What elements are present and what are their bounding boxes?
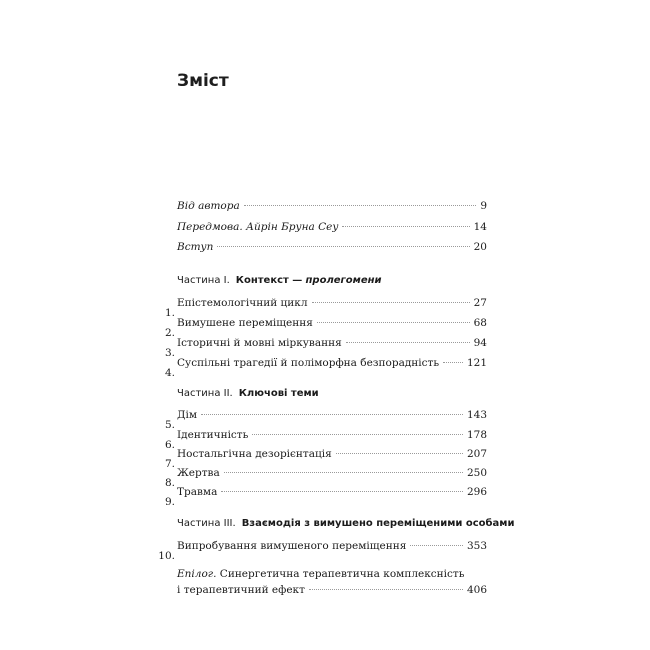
toc-entry-chapter[interactable]: [164, 466, 487, 489]
dot-leader: [312, 302, 470, 303]
dot-leader: [224, 472, 463, 473]
entry-page: 27: [473, 297, 487, 309]
part-subtitle: пролегомени: [305, 275, 382, 286]
entry-title: Епістемологічний цикл: [177, 297, 308, 309]
entry-page: 143: [466, 409, 487, 421]
toc-entry-chapter[interactable]: [164, 447, 487, 470]
part-label: Частина I.: [177, 275, 230, 286]
toc-entry-chapter[interactable]: [164, 356, 487, 379]
part-heading-1: [177, 275, 382, 286]
part-label: Частина III.: [177, 518, 236, 529]
toc-entry-author-note[interactable]: [177, 199, 487, 214]
part-heading-3: [177, 518, 514, 529]
dot-leader: [201, 414, 463, 415]
toc-entry-chapter[interactable]: [164, 485, 487, 508]
chapter-number: 6.: [164, 439, 175, 451]
entry-page: 68: [473, 317, 487, 329]
toc-entry-chapter[interactable]: [164, 408, 487, 431]
entry-title: Ностальгічна дезорієнтація: [177, 448, 332, 460]
part-title: Контекст —: [235, 275, 303, 286]
dot-leader: [309, 589, 463, 590]
chapter-number: 9.: [164, 496, 175, 508]
chapter-number: 2.: [164, 327, 175, 339]
entry-page: 406: [466, 584, 487, 596]
dot-leader: [342, 226, 469, 227]
chapter-number: 3.: [164, 347, 175, 359]
toc-entry-chapter[interactable]: [164, 428, 487, 451]
toc-entry-epilogue[interactable]: [177, 566, 487, 598]
entry-title: Жертва: [177, 467, 220, 479]
dot-leader: [346, 342, 470, 343]
toc-entry-chapter[interactable]: [158, 539, 487, 562]
toc-entry-introduction[interactable]: [177, 240, 487, 255]
toc-entry-chapter[interactable]: [164, 336, 487, 359]
entry-page: 353: [466, 540, 487, 552]
entry-page: 207: [466, 448, 487, 460]
dot-leader: [336, 453, 463, 454]
dot-leader: [317, 322, 470, 323]
epilogue-tag: Епілог.: [177, 568, 217, 580]
chapter-number: 10.: [158, 550, 175, 562]
entry-title: Травма: [177, 486, 218, 498]
part-heading-2: [177, 388, 319, 399]
entry-page: 14: [473, 221, 487, 233]
entry-title: Вступ: [177, 241, 214, 253]
dot-leader: [221, 491, 463, 492]
dot-leader: [244, 205, 477, 206]
chapter-number: 4.: [164, 367, 175, 379]
dot-leader: [410, 545, 463, 546]
entry-title: Передмова. Айрін Бруна Сеу: [177, 221, 339, 233]
entry-page: 296: [466, 486, 487, 498]
epilogue-line-1: [177, 566, 487, 582]
dot-leader: [443, 362, 463, 363]
entry-title: Ідентичність: [177, 429, 249, 441]
entry-title: Історичні й мовні міркування: [177, 337, 342, 349]
entry-title: Суспільні трагедії й поліморфна безпорадність: [177, 357, 440, 369]
part-title: Ключові теми: [238, 388, 319, 399]
part-title: Взаємодія з вимушено переміщеними особами: [241, 518, 515, 529]
page-title: Зміст: [177, 71, 229, 92]
epilogue-title-1: Синергетична терапевтична комплексність: [219, 568, 465, 580]
entry-page: 20: [473, 241, 487, 253]
part-label: Частина II.: [177, 388, 233, 399]
toc-entry-chapter[interactable]: [164, 296, 487, 319]
entry-title: Дім: [177, 409, 198, 421]
epilogue-line-2: [177, 582, 487, 598]
entry-page: 94: [473, 337, 487, 349]
toc-entry-chapter[interactable]: [164, 316, 487, 339]
dot-leader: [217, 246, 469, 247]
chapter-number: 7.: [164, 458, 175, 470]
dot-leader: [252, 434, 463, 435]
entry-title: Вимушене переміщення: [177, 317, 313, 329]
entry-page: 9: [480, 200, 487, 212]
chapter-number: 1.: [164, 307, 175, 319]
toc-entry-foreword[interactable]: [177, 220, 487, 235]
entry-page: 250: [466, 467, 487, 479]
entry-page: 178: [466, 429, 487, 441]
entry-title: Випробування вимушеного переміщення: [177, 540, 407, 552]
chapter-number: 5.: [164, 419, 175, 431]
epilogue-title-2: і терапевтичний ефект: [177, 584, 305, 596]
entry-title: Від автора: [177, 200, 240, 212]
chapter-number: 8.: [164, 477, 175, 489]
entry-page: 121: [466, 357, 487, 369]
